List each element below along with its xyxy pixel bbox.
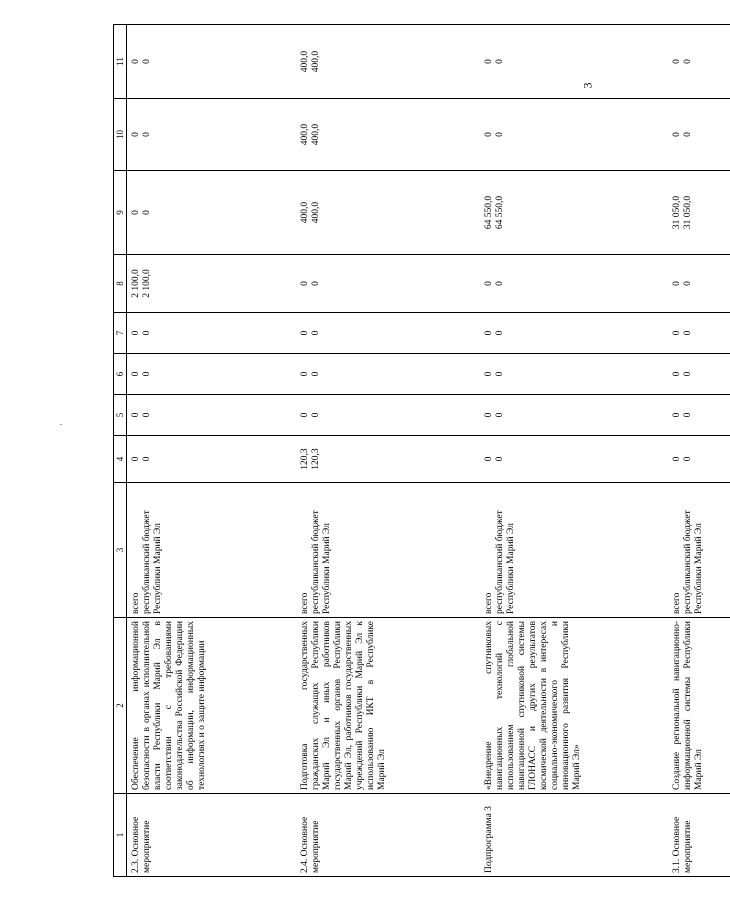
value-cell [668, 436, 730, 483]
header-cell: 2 [114, 618, 127, 794]
value-cell [127, 99, 296, 171]
value-line: 0 [494, 132, 505, 137]
header-cell: 10 [114, 99, 127, 171]
value-cell [296, 313, 480, 354]
value-line: 31 050,0 [671, 195, 682, 230]
row-name-cell: 3.1. Основное мероприятие [668, 794, 730, 877]
value-cell [296, 255, 480, 313]
value-cell [127, 354, 296, 395]
value-cell [296, 99, 480, 171]
row-description-cell: Подготовка государственных гражданских служащих Республики Марий Эл и иных работников государственных органов Республики Марий Эл, работников государственных учреждений Республики Марий Эл к использованию ИКТ в Республике Марий Эл [296, 618, 480, 794]
value-line: 0 [299, 281, 310, 286]
value-cell [296, 354, 480, 395]
value-line: 0 [299, 412, 310, 418]
value-cell [296, 171, 480, 255]
source-line: всего [299, 592, 310, 614]
value-cell [480, 395, 668, 436]
value-line: 2 100,0 [131, 269, 141, 298]
value-cell [668, 25, 730, 99]
value-line: 0 [142, 330, 152, 336]
row-name-cell: 2.3. Основное мероприятие [127, 794, 296, 877]
rotated-table-container [113, 25, 704, 877]
value-line: 0 [671, 412, 682, 418]
value-line: 0 [682, 281, 693, 286]
value-cell [480, 313, 668, 354]
value-cell [480, 354, 668, 395]
value-line: 0 [671, 281, 682, 286]
value-line: 0 [483, 281, 494, 286]
value-line: 0 [131, 330, 141, 336]
source-line: республиканский бюджет Республики Марий Эл [682, 510, 704, 614]
value-line: 31 050,0 [682, 195, 693, 230]
value-line: 0 [494, 412, 505, 418]
row-source-cell [127, 483, 296, 618]
scan-dot: . [60, 418, 62, 427]
page-number: 3 [580, 82, 595, 89]
value-line: 0 [494, 281, 505, 286]
header-cell: 11 [114, 25, 127, 99]
value-cell [668, 354, 730, 395]
value-line: 0 [483, 456, 494, 462]
value-cell [296, 395, 480, 436]
value-line: 0 [671, 59, 682, 64]
value-line: 0 [671, 371, 682, 377]
value-line: 2 100,0 [142, 269, 152, 298]
value-line: 0 [682, 371, 693, 377]
source-line: республиканский бюджет Республики Марий Эл [494, 510, 516, 614]
value-cell [296, 436, 480, 483]
value-line: 0 [142, 412, 152, 418]
value-line: 0 [310, 371, 321, 377]
value-line: 400,0 [310, 201, 321, 224]
value-cell [480, 436, 668, 483]
value-cell [668, 99, 730, 171]
value-line: 0 [483, 330, 494, 336]
value-cell [127, 255, 296, 313]
value-cell [127, 313, 296, 354]
value-line: 120,3 [299, 448, 310, 470]
value-line: 0 [131, 210, 141, 215]
value-cell [127, 25, 296, 99]
value-cell [668, 313, 730, 354]
value-line: 0 [131, 412, 141, 418]
value-line: 0 [131, 59, 141, 64]
value-cell [480, 25, 668, 99]
row-source-cell [296, 483, 480, 618]
header-cell: 7 [114, 313, 127, 354]
row-source-cell [668, 483, 730, 618]
value-line: 0 [494, 330, 505, 336]
value-line: 0 [299, 371, 310, 377]
value-line: 0 [671, 456, 682, 462]
value-cell [127, 395, 296, 436]
value-cell [296, 25, 480, 99]
value-cell [480, 171, 668, 255]
value-line: 0 [131, 132, 141, 137]
value-line: 400,0 [299, 50, 310, 73]
value-line: 0 [310, 412, 321, 418]
value-line: 0 [682, 456, 693, 462]
value-line: 0 [142, 59, 152, 64]
value-line: 0 [682, 412, 693, 418]
value-line: 64 550,0 [494, 195, 505, 230]
table-row [668, 25, 730, 877]
value-line: 120,3 [310, 448, 321, 470]
value-line: 0 [483, 132, 494, 137]
value-line: 0 [483, 412, 494, 418]
table-row [480, 25, 668, 877]
value-line: 0 [494, 456, 505, 462]
value-cell [480, 99, 668, 171]
source-line: всего [671, 592, 682, 614]
row-name-cell: Подпрограмма 3 [480, 794, 668, 877]
row-name-cell: 2.4. Основное мероприятие [296, 794, 480, 877]
value-line: 0 [142, 210, 152, 215]
source-line: республиканский бюджет Республики Марий Эл [142, 510, 163, 614]
header-cell: 4 [114, 436, 127, 483]
value-line: 0 [682, 132, 693, 137]
value-cell [668, 171, 730, 255]
value-line: 0 [483, 59, 494, 64]
source-line: всего [483, 592, 494, 614]
value-line: 400,0 [310, 123, 321, 146]
row-description-cell: «Внедрение спутниковых навигационных технологий с использованием глобальной навигационной спутниковой системы ГЛОНАСС и других результатов космической деятельности в интересах социально-экономического и инновационного развития Республики Марий Эл» [480, 618, 668, 794]
value-line: 0 [142, 456, 152, 462]
value-cell [668, 395, 730, 436]
value-line: 0 [671, 132, 682, 137]
value-line: 0 [682, 59, 693, 64]
value-line: 0 [483, 371, 494, 377]
value-line: 0 [682, 330, 693, 336]
row-source-cell [480, 483, 668, 618]
budget-table [113, 24, 730, 877]
value-line: 64 550,0 [483, 195, 494, 230]
value-line: 0 [142, 132, 152, 137]
value-cell [480, 255, 668, 313]
value-line: 400,0 [310, 50, 321, 73]
header-cell: 5 [114, 395, 127, 436]
value-line: 400,0 [299, 201, 310, 224]
row-description-cell: Обеспечение информационной безопасности в органах исполнительной власти Республики Марий Эл в соответствии с требованиями законодательства Российской Федерации об информации, информационных технологиях и о защите информации [127, 618, 296, 794]
row-description-cell: Создание региональной навигационно-информационной системы Республики Марий Эл [668, 618, 730, 794]
header-cell: 8 [114, 255, 127, 313]
table-row [296, 25, 480, 877]
value-cell [127, 171, 296, 255]
header-cell: 9 [114, 171, 127, 255]
value-cell [127, 436, 296, 483]
value-line: 0 [131, 456, 141, 462]
source-line: всего [131, 592, 141, 614]
source-line: республиканский бюджет Республики Марий Эл [310, 510, 332, 614]
header-cell: 3 [114, 483, 127, 618]
value-cell [668, 255, 730, 313]
value-line: 0 [299, 330, 310, 336]
value-line: 0 [671, 330, 682, 336]
header-cell: 1 [114, 794, 127, 877]
value-line: 0 [310, 281, 321, 286]
value-line: 0 [494, 371, 505, 377]
value-line: 0 [142, 371, 152, 377]
value-line: 0 [310, 330, 321, 336]
header-cell: 6 [114, 354, 127, 395]
value-line: 400,0 [299, 123, 310, 146]
header-row [114, 25, 127, 877]
value-line: 0 [494, 59, 505, 64]
table-row [127, 25, 296, 877]
value-line: 0 [131, 371, 141, 377]
